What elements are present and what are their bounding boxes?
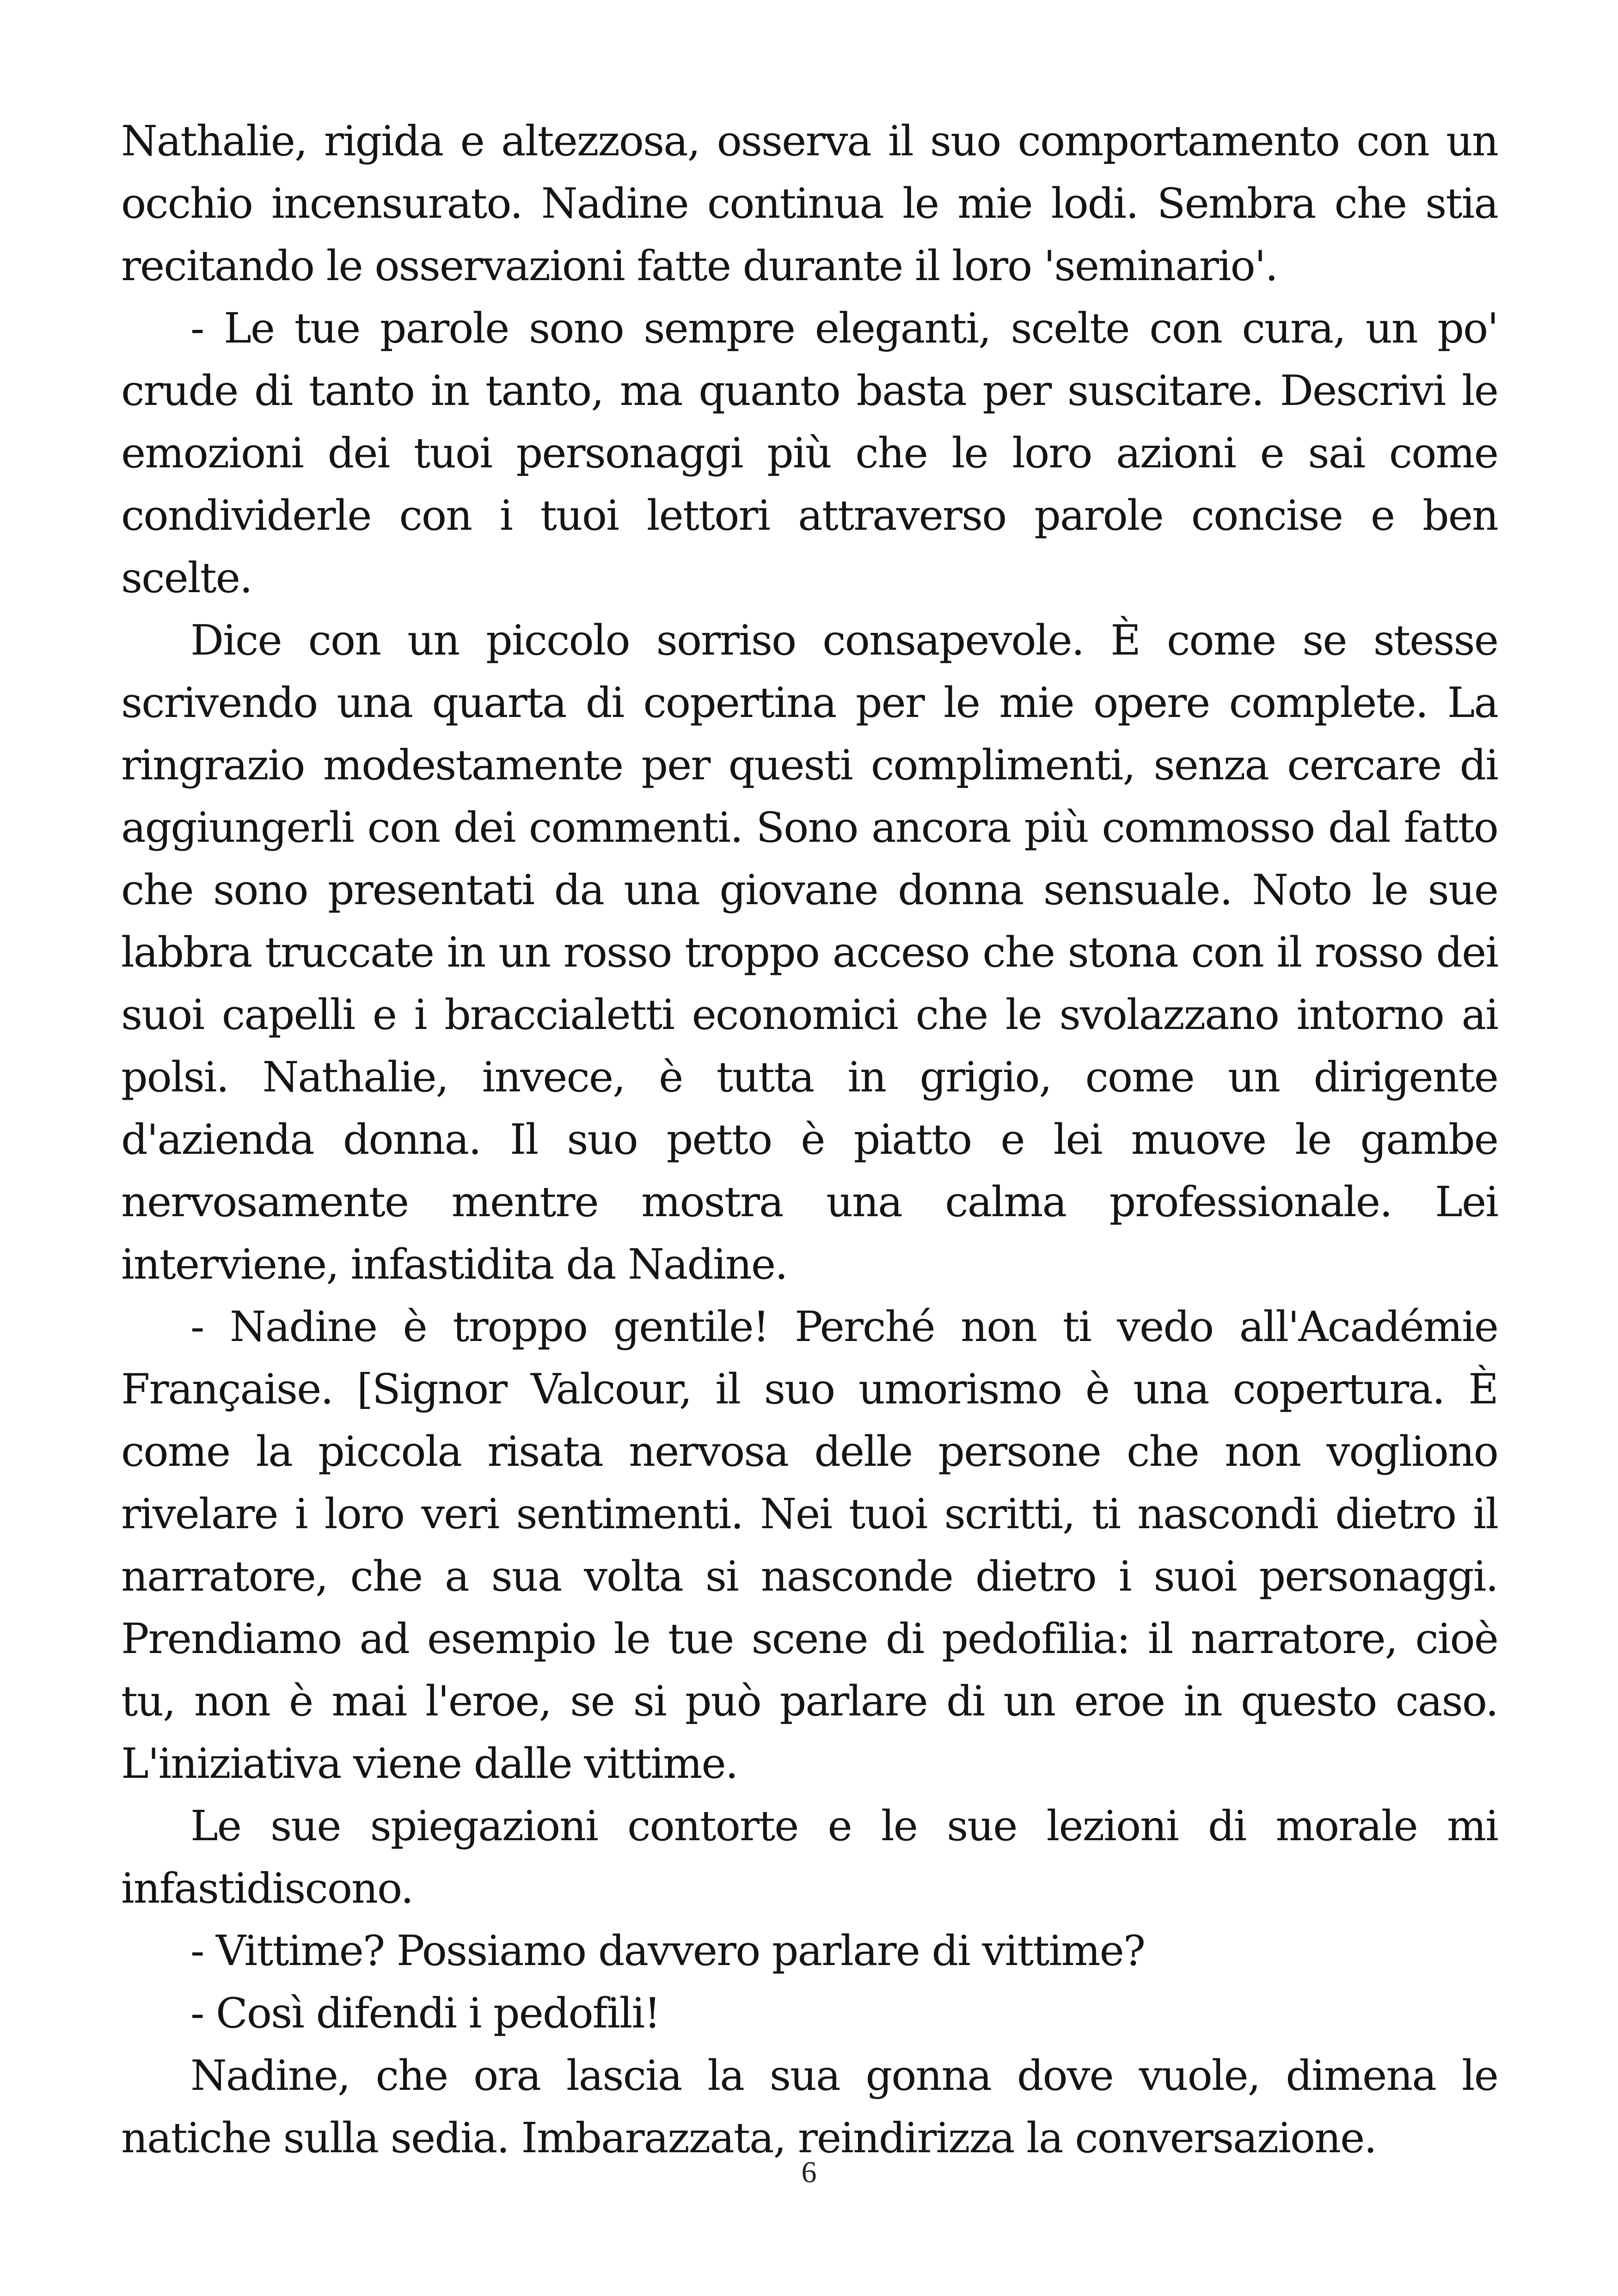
paragraph-3: Dice con un piccolo sorriso consapevole. È come se stesse scrivendo una quarta di copertina per le mie opere complete. La ringrazio modestamente per questi complimenti, senza cercare di aggiungerli con dei commenti. Sono ancora più commosso dal fatto che sono presentati da una giovane donna sensuale. Noto le sue labbra truccate in un rosso troppo acceso che stona con il rosso dei suoi capelli e i braccialetti economici che le svolazzano intorno ai polsi. Nathalie, invece, è tutta in grigio, come un dirigente d'azienda donna. Il suo petto è piatto e lei muove le gambe nervosamente mentre mostra una calma professionale. Lei interviene, infastidita da Nadine. [121, 616, 1498, 1289]
body-text [121, 110, 1498, 2169]
page-number: 6 [801, 2155, 817, 2189]
paragraph-2: - Le tue parole sono sempre eleganti, scelte con cura, un po' crude di tanto in tanto, ma quanto basta per suscitare. Descrivi le emozioni dei tuoi personaggi più che le loro azioni e sai come condividerle con i tuoi lettori attraverso parole concise e ben scelte. [121, 304, 1498, 602]
paragraph-6: - Vittime? Possiamo davvero parlare di vittime? [190, 1927, 1145, 1975]
paragraph-1: Nathalie, rigida e altezzosa, osserva il suo comportamento con un occhio incensurato. Nadine continua le mie lodi. Sembra che stia recitando le osservazioni fatte durante il loro 'seminario'. [121, 117, 1498, 290]
paragraph-7: - Così difendi i pedofili! [190, 1989, 660, 2038]
paragraph-8: Nadine, che ora lascia la sua gonna dove vuole, dimena le natiche sulla sedia. Imbarazzata, reindirizza la conversazione. [121, 2051, 1498, 2162]
paragraph-5: Le sue spiegazioni contorte e le sue lezioni di morale mi infastidiscono. [121, 1802, 1498, 1913]
paragraph-4: - Nadine è troppo gentile! Perché non ti vedo all'Académie Française. [Signor Valcour, il suo umorismo è una copertura. È come la piccola risata nervosa delle persone che non vogliono rivelare i loro veri sentimenti. Nei tuoi scritti, ti nascondi dietro il narratore, che a sua volta si nasconde dietro i suoi personaggi. Prendiamo ad esempio le tue scene di pedofilia: il narratore, cioè tu, non è mai l'eroe, se si può parlare di un eroe in questo caso. L'iniziativa viene dalle vittime. [121, 1303, 1498, 1788]
